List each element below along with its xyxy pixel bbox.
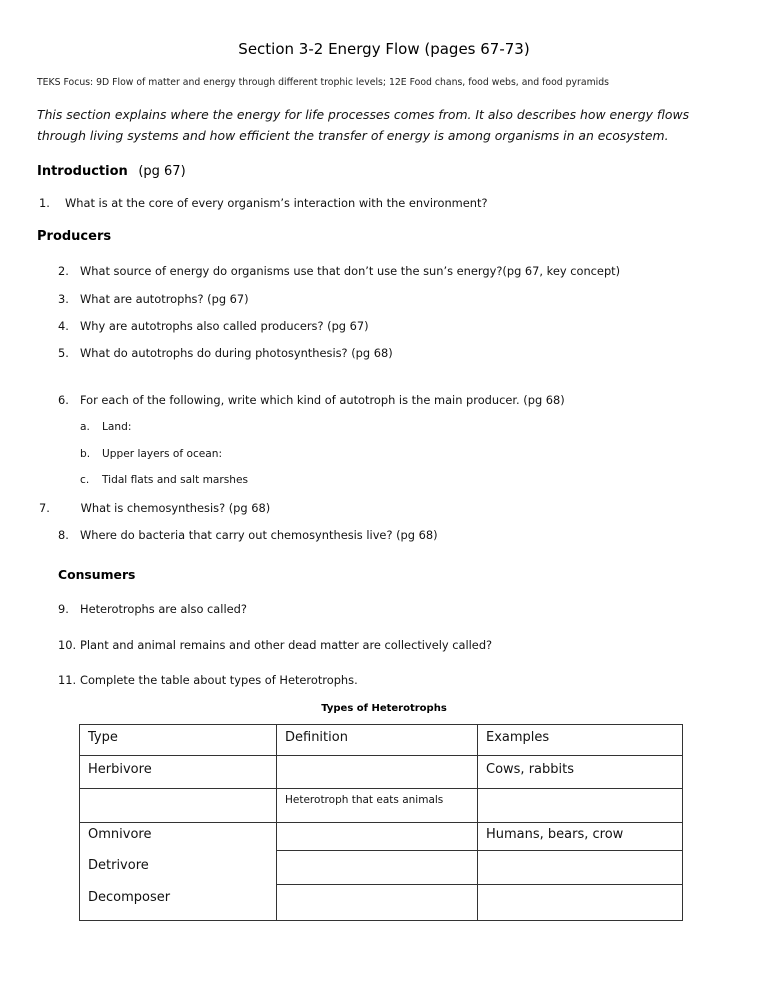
cell-type[interactable]: Omnivore xyxy=(80,823,277,851)
introduction-heading xyxy=(37,164,186,179)
intro-paragraph: This section explains where the energy for life processes comes from. It also describes how energy flows through living systems and how efficient the transfer of energy is among organisms in an ecosystem. xyxy=(37,107,690,143)
question-number: a. xyxy=(80,421,90,433)
question-text: What source of energy do organisms use that don’t use the sun’s energy?(pg 67, key concept) xyxy=(80,264,621,278)
table-title: Types of Heterotrophs xyxy=(321,703,447,714)
teks-focus: TEKS Focus: 9D Flow of matter and energy through different trophic levels; 12E Food chans, food webs, and food pyramids xyxy=(37,77,609,88)
question-6a xyxy=(80,421,131,433)
producers-heading: Producers xyxy=(37,229,112,244)
cell-type[interactable]: Detrivore xyxy=(80,851,277,885)
cell-examples[interactable]: Cows, rabbits xyxy=(478,756,683,789)
header-type: Type xyxy=(80,725,277,756)
cell-type[interactable]: Herbivore xyxy=(80,756,277,789)
question-text: Tidal flats and salt marshes xyxy=(102,474,249,486)
question-7 xyxy=(39,501,270,515)
table-row xyxy=(80,885,683,921)
cell-examples[interactable] xyxy=(478,789,683,823)
question-text: Heterotrophs are also called? xyxy=(80,602,247,616)
question-number: 6. xyxy=(58,393,69,407)
cell-definition[interactable] xyxy=(277,756,478,789)
question-2 xyxy=(58,264,620,278)
cell-definition[interactable] xyxy=(277,823,478,851)
question-6 xyxy=(58,393,565,407)
cell-examples[interactable] xyxy=(478,851,683,885)
table-row xyxy=(80,851,683,885)
cell-type[interactable] xyxy=(80,789,277,823)
introduction-heading-text: Introduction xyxy=(37,164,128,179)
question-1 xyxy=(39,196,488,210)
table-row xyxy=(80,823,683,851)
cell-definition[interactable] xyxy=(277,885,478,921)
question-6c xyxy=(80,474,248,486)
question-text: What is chemosynthesis? (pg 68) xyxy=(77,501,271,515)
question-number: 3. xyxy=(58,292,69,306)
question-number: 1. xyxy=(39,196,50,210)
question-text: What do autotrophs do during photosynthesis? (pg 68) xyxy=(80,346,393,360)
cell-definition[interactable]: Heterotroph that eats animals xyxy=(277,789,478,823)
question-text: Upper layers of ocean: xyxy=(102,448,223,460)
question-number: 7. xyxy=(39,501,50,515)
question-9 xyxy=(58,602,247,616)
question-3 xyxy=(58,292,249,306)
consumers-heading: Consumers xyxy=(58,567,136,582)
cell-examples[interactable] xyxy=(478,885,683,921)
question-10 xyxy=(58,638,492,652)
question-number: 4. xyxy=(58,319,69,333)
question-8 xyxy=(58,528,438,542)
question-text: Why are autotrophs also called producers? (pg 67) xyxy=(80,319,369,333)
question-number: c. xyxy=(80,474,90,486)
question-number: 2. xyxy=(58,264,69,278)
question-4 xyxy=(58,319,369,333)
header-definition: Definition xyxy=(277,725,478,756)
cell-examples[interactable]: Humans, bears, crow xyxy=(478,823,683,851)
question-number: b. xyxy=(80,448,91,460)
question-5 xyxy=(58,346,393,360)
introduction-page-ref: (pg 67) xyxy=(138,164,186,179)
table-header-row xyxy=(80,725,683,756)
table-row xyxy=(80,789,683,823)
cell-type[interactable]: Decomposer xyxy=(80,885,277,921)
page-title: Section 3-2 Energy Flow (pages 67-73) xyxy=(238,40,530,58)
question-text: For each of the following, write which kind of autotroph is the main producer. (pg 68) xyxy=(80,393,565,407)
question-number: 5. xyxy=(58,346,69,360)
question-text: Plant and animal remains and other dead matter are collectively called? xyxy=(80,638,493,652)
question-text: What is at the core of every organism’s interaction with the environment? xyxy=(65,196,488,210)
question-text: Where do bacteria that carry out chemosynthesis live? (pg 68) xyxy=(80,528,438,542)
question-number: 8. xyxy=(58,528,69,542)
question-11 xyxy=(58,673,358,687)
cell-definition[interactable] xyxy=(277,851,478,885)
question-number: 10. xyxy=(58,638,77,652)
question-6b xyxy=(80,448,222,460)
question-text: Complete the table about types of Heterotrophs. xyxy=(80,673,358,687)
table-row xyxy=(80,756,683,789)
question-text: Land: xyxy=(102,421,132,433)
question-number: 11. xyxy=(58,673,77,687)
question-number: 9. xyxy=(58,602,69,616)
header-examples: Examples xyxy=(478,725,683,756)
heterotrophs-table xyxy=(79,724,683,921)
question-text: What are autotrophs? (pg 67) xyxy=(80,292,249,306)
